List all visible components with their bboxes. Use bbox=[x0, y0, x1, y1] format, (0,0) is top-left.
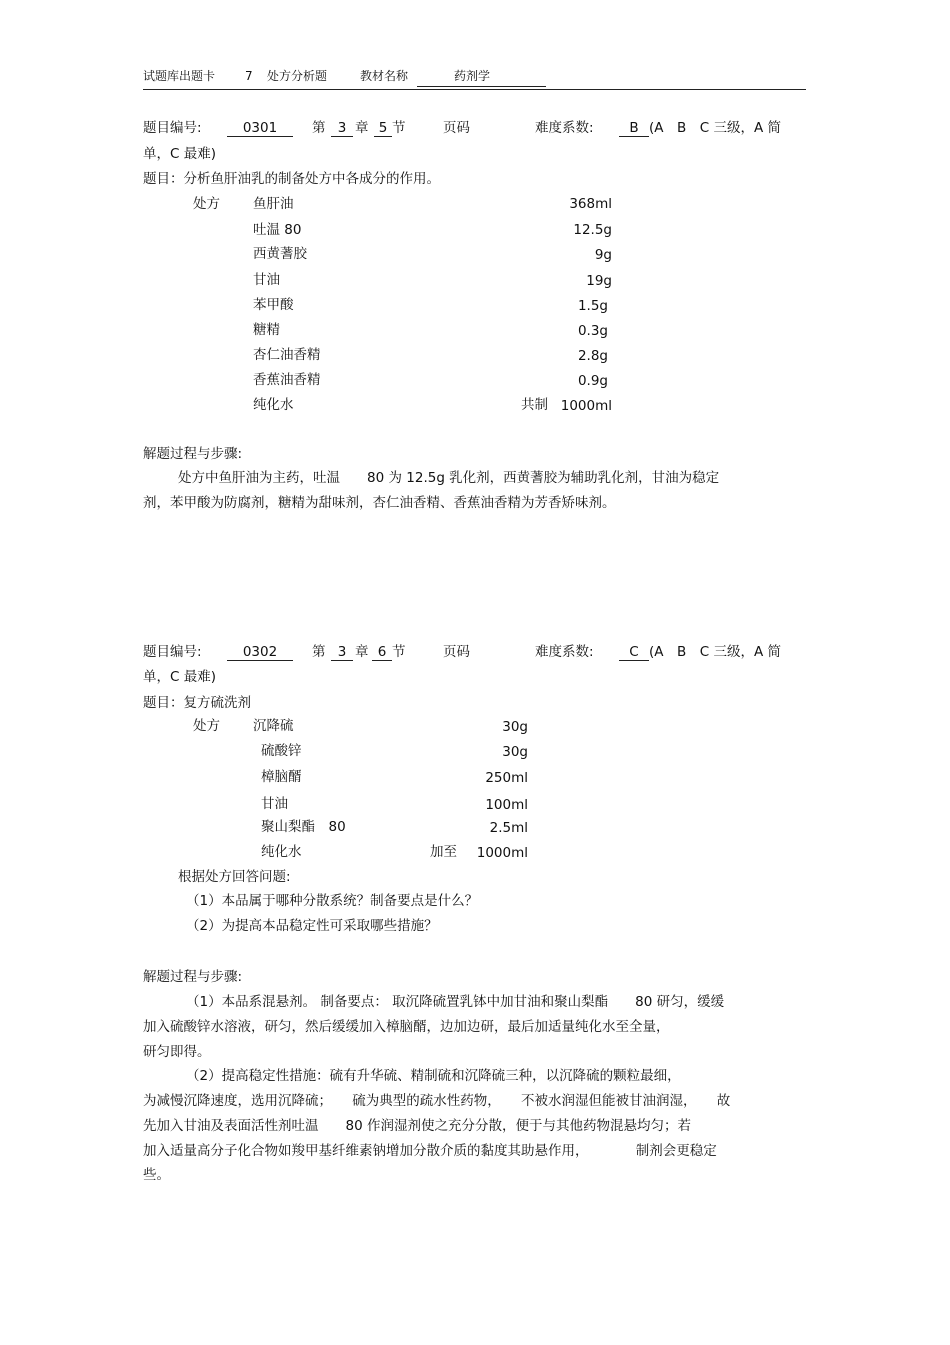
textbook-name: 药剂学 bbox=[454, 69, 491, 83]
chapter-suffix: 章 bbox=[355, 644, 369, 660]
ingredient-prefix: 共制 bbox=[521, 397, 548, 413]
difficulty-note-a: (A B C 三级，A 简 bbox=[649, 644, 782, 660]
chapter-number: 3 bbox=[331, 119, 353, 137]
textbook-field bbox=[417, 67, 546, 87]
solution-line: 处方中鱼肝油为主药，吐温 80 为 12.5g 乳化剂，西黄蓍胶为辅助乳化剂，甘油为稳定 bbox=[178, 470, 720, 486]
question-id: 0302 bbox=[227, 643, 293, 661]
ingredient-amount: 0.3g bbox=[577, 323, 608, 339]
ingredient-amount: 1000ml bbox=[476, 845, 528, 861]
ingredient-name: 苯甲酸 bbox=[253, 297, 294, 313]
textbook-label: 教材名称 bbox=[360, 69, 409, 83]
ingredient-name: 纯化水 bbox=[261, 844, 302, 860]
difficulty-value: C bbox=[619, 643, 649, 661]
solution-line: （2）提高稳定性措施：硫有升华硫、精制硫和沉降硫三种，以沉降硫的颗粒最细， bbox=[186, 1068, 681, 1084]
ingredient-amount: 100ml bbox=[485, 797, 528, 813]
ingredient-amount: 2.8g bbox=[577, 348, 608, 364]
chapter-suffix: 章 bbox=[355, 120, 369, 136]
ingredient-prefix: 加至 bbox=[430, 844, 457, 860]
ingredient-name: 鱼肝油 bbox=[253, 196, 294, 212]
ingredient-name: 甘油 bbox=[253, 272, 280, 288]
ingredient-name: 香蕉油香精 bbox=[253, 372, 321, 388]
ingredient-amount: 30g bbox=[502, 744, 528, 760]
ingredient-amount: 2.5ml bbox=[489, 820, 528, 836]
page-label: 页码 bbox=[443, 644, 470, 660]
card-number: 7 bbox=[245, 69, 253, 83]
header-rule bbox=[143, 89, 806, 90]
solution-label: 解题过程与步骤: bbox=[143, 969, 243, 985]
section-suffix: 节 bbox=[392, 644, 406, 660]
prescription-label: 处方 bbox=[193, 196, 220, 212]
ingredient-name: 杏仁油香精 bbox=[253, 347, 321, 363]
solution-line: 加入硫酸锌水溶液，研匀，然后缓缓加入樟脑醑，边加边研，最后加适量纯化水至全量， bbox=[143, 1019, 670, 1035]
page-label: 页码 bbox=[443, 120, 470, 136]
question-prompt: 根据处方回答问题: bbox=[178, 869, 291, 885]
chapter-prefix: 第 bbox=[312, 120, 326, 136]
question-title: 题目：分析鱼肝油乳的制备处方中各成分的作用。 bbox=[143, 171, 440, 187]
solution-line: 为减慢沉降速度，选用沉降硫； 硫为典型的疏水性药物， 不被水润湿但能被甘油润湿， 故 bbox=[143, 1093, 731, 1109]
id-label: 题目编号: bbox=[143, 644, 202, 660]
ingredient-amount: 9g bbox=[594, 247, 612, 263]
ingredient-amount: 250ml bbox=[485, 770, 528, 786]
ingredient-name: 糖精 bbox=[253, 322, 280, 338]
question-type: 处方分析题 bbox=[267, 69, 328, 83]
difficulty-label: 难度系数: bbox=[535, 120, 594, 136]
question-item: （1）本品属于哪种分散系统？制备要点是什么？ bbox=[186, 893, 479, 909]
ingredient-amount: 1000ml bbox=[560, 398, 612, 414]
prescription-label: 处方 bbox=[193, 718, 220, 734]
ingredient-name: 纯化水 bbox=[253, 397, 294, 413]
ingredient-name: 樟脑醑 bbox=[261, 769, 302, 785]
id-label: 题目编号: bbox=[143, 120, 202, 136]
ingredient-amount: 1.5g bbox=[577, 298, 608, 314]
chapter-prefix: 第 bbox=[312, 644, 326, 660]
ingredient-name: 沉降硫 bbox=[253, 718, 294, 734]
difficulty-note-b: 单，C 最难) bbox=[143, 146, 216, 162]
ingredient-amount: 30g bbox=[502, 719, 528, 735]
ingredient-name: 西黄蓍胶 bbox=[253, 246, 307, 262]
ingredient-amount: 19g bbox=[586, 273, 612, 289]
question-id: 0301 bbox=[227, 119, 293, 137]
section-suffix: 节 bbox=[392, 120, 406, 136]
ingredient-name: 硫酸锌 bbox=[261, 743, 302, 759]
ingredient-amount: 0.9g bbox=[577, 373, 608, 389]
section-number: 5 bbox=[374, 119, 392, 137]
solution-line: 加入适量高分子化合物如羧甲基纤维素钠增加分散介质的黏度其助悬作用， 制剂会更稳定 bbox=[143, 1143, 717, 1159]
question-title: 题目：复方硫洗剂 bbox=[143, 695, 251, 711]
section-number: 6 bbox=[372, 643, 392, 661]
solution-line: 些。 bbox=[143, 1167, 170, 1183]
difficulty-note-b: 单，C 最难) bbox=[143, 669, 216, 685]
card-title: 试题库出题卡 bbox=[143, 69, 216, 83]
ingredient-name: 吐温 80 bbox=[253, 222, 302, 238]
chapter-number: 3 bbox=[331, 643, 353, 661]
ingredient-amount: 368ml bbox=[569, 196, 612, 212]
solution-line: （1）本品系混悬剂。 制备要点： 取沉降硫置乳钵中加甘油和聚山梨酯 80 研匀，缓缓 bbox=[186, 994, 725, 1010]
solution-line: 剂，苯甲酸为防腐剂，糖精为甜味剂，杏仁油香精、香蕉油香精为芳香矫味剂。 bbox=[143, 495, 616, 511]
solution-label: 解题过程与步骤: bbox=[143, 446, 243, 462]
difficulty-value: B bbox=[619, 119, 649, 137]
difficulty-note-a: (A B C 三级，A 简 bbox=[649, 120, 782, 136]
ingredient-name: 聚山梨酯 80 bbox=[261, 819, 346, 835]
solution-line: 研匀即得。 bbox=[143, 1044, 211, 1060]
ingredient-amount: 12.5g bbox=[573, 222, 612, 238]
question-item: （2）为提高本品稳定性可采取哪些措施？ bbox=[186, 918, 438, 934]
solution-line: 先加入甘油及表面活性剂吐温 80 作润湿剂使之充分分散，便于与其他药物混悬均匀；若 bbox=[143, 1118, 691, 1134]
difficulty-label: 难度系数: bbox=[535, 644, 594, 660]
ingredient-name: 甘油 bbox=[261, 796, 288, 812]
